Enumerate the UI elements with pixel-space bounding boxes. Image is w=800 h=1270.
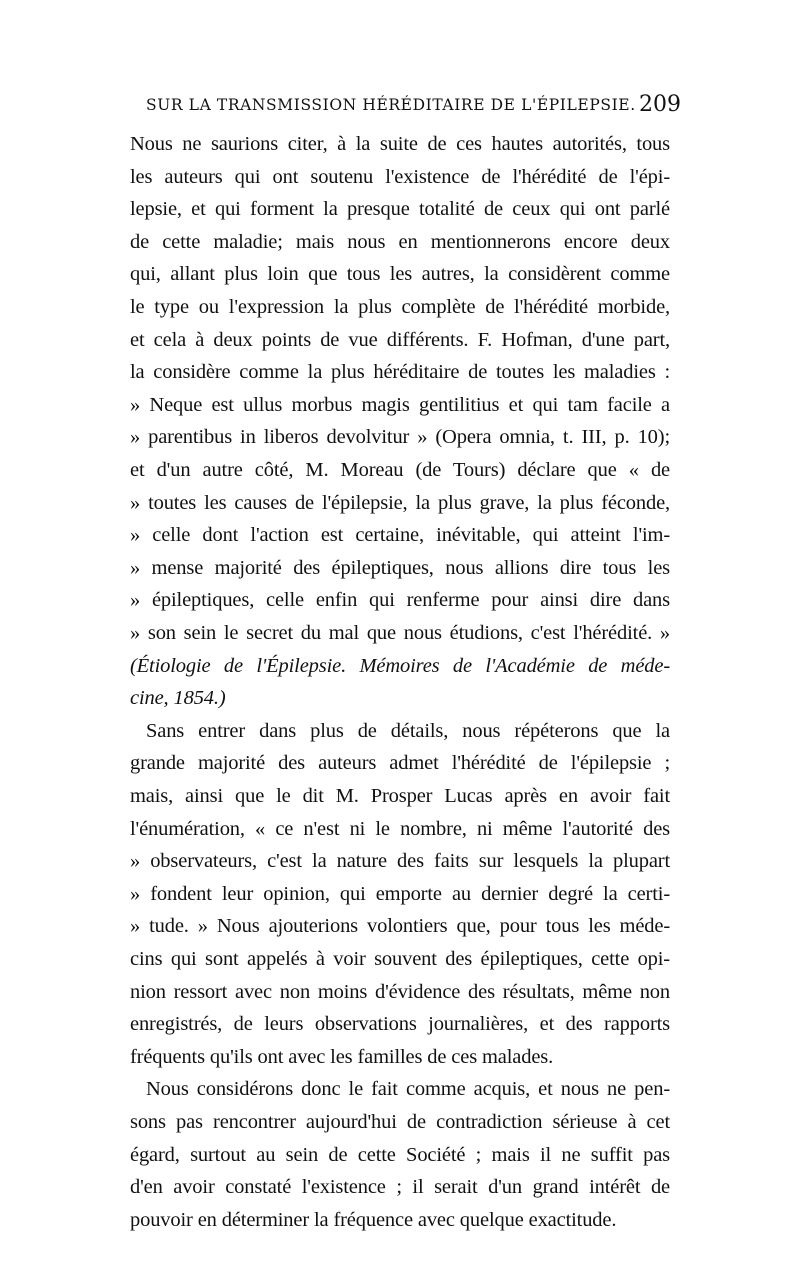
text-line: la considère comme la plus héréditaire de toutes les maladies : bbox=[130, 361, 670, 384]
text-line: les auteurs qui ont soutenu l'existence de l'hérédité de l'épi- bbox=[130, 165, 670, 188]
text-line: » fondent leur opinion, qui emporte au dernier degré la certi- bbox=[130, 882, 670, 905]
text-line: lepsie, et qui forment la presque totalité de ceux qui ont parlé bbox=[130, 198, 670, 221]
text-line: » parentibus in liberos devolvitur » (Opera omnia, t. III, p. 10); bbox=[130, 426, 670, 449]
text-line: pouvoir en déterminer la fréquence avec quelque exactitude. bbox=[130, 1208, 617, 1231]
text-line: » son sein le secret du mal que nous étudions, c'est l'hérédité. » bbox=[130, 622, 670, 644]
text-line: Sans entrer dans plus de détails, nous répéterons que la bbox=[146, 719, 670, 742]
text-line: qui, allant plus loin que tous les autres, la considèrent comme bbox=[130, 263, 670, 286]
text-line: cins qui sont appelés à voir souvent des épileptiques, cette opi- bbox=[130, 948, 670, 970]
text-line: » toutes les causes de l'épilepsie, la plus grave, la plus féconde, bbox=[130, 491, 670, 514]
text-line: » tude. » Nous ajouterions volontiers que, pour tous les méde- bbox=[130, 915, 670, 938]
text-line: de cette maladie; mais nous en mentionnerons encore deux bbox=[130, 230, 670, 253]
text-line: et cela à deux points de vue différents. F. Hofman, d'une part, bbox=[130, 328, 670, 351]
running-title: SUR LA TRANSMISSION HÉRÉDITAIRE DE L'ÉPILEPSIE. bbox=[146, 96, 636, 114]
text-line: grande majorité des auteurs admet l'hérédité de l'épilepsie ; bbox=[130, 752, 670, 775]
text-line: fréquents qu'ils ont avec les familles de ces malades. bbox=[130, 1045, 554, 1068]
text-line: égard, surtout au sein de cette Société ; mais il ne suffit pas bbox=[130, 1143, 670, 1166]
text-line: Nous ne saurions citer, à la suite de ces hautes autorités, tous bbox=[130, 133, 670, 155]
text-line: l'énumération, « ce n'est ni le nombre, ni même l'autorité des bbox=[130, 817, 670, 840]
text-line: mais, ainsi que le dit M. Prosper Lucas après en avoir fait bbox=[130, 785, 670, 807]
text-line: » mense majorité des épileptiques, nous allions dire tous les bbox=[130, 556, 670, 579]
text-line: » observateurs, c'est la nature des faits sur lesquels la plupart bbox=[130, 850, 670, 873]
text-line: d'en avoir constaté l'existence ; il serait d'un grand intérêt de bbox=[130, 1176, 670, 1199]
text-line: nion ressort avec non moins d'évidence des résultats, même non bbox=[130, 980, 670, 1003]
text-line: et d'un autre côté, M. Moreau (de Tours) déclare que « de bbox=[130, 459, 670, 481]
text-line: enregistrés, de leurs observations journalières, et des rapports bbox=[130, 1013, 670, 1036]
text-line: le type ou l'expression la plus complète de l'hérédité morbide, bbox=[130, 296, 670, 318]
text-line: Nous considérons donc le fait comme acquis, et nous ne pen- bbox=[146, 1078, 670, 1101]
text-line: sons pas rencontrer aujourd'hui de contradiction sérieuse à cet bbox=[130, 1111, 670, 1133]
text-line: » Neque est ullus morbus magis gentilitius et qui tam facile a bbox=[130, 393, 670, 416]
page-number: 209 bbox=[639, 92, 681, 117]
text-line: » celle dont l'action est certaine, inévitable, qui atteint l'im- bbox=[130, 524, 670, 547]
text-line: » épileptiques, celle enfin qui renferme pour ainsi dire dans bbox=[130, 589, 670, 612]
text-line: (Étiologie de l'Épilepsie. Mémoires de l'Académie de méde- bbox=[130, 654, 670, 677]
text-line: cine, 1854.) bbox=[130, 687, 226, 710]
